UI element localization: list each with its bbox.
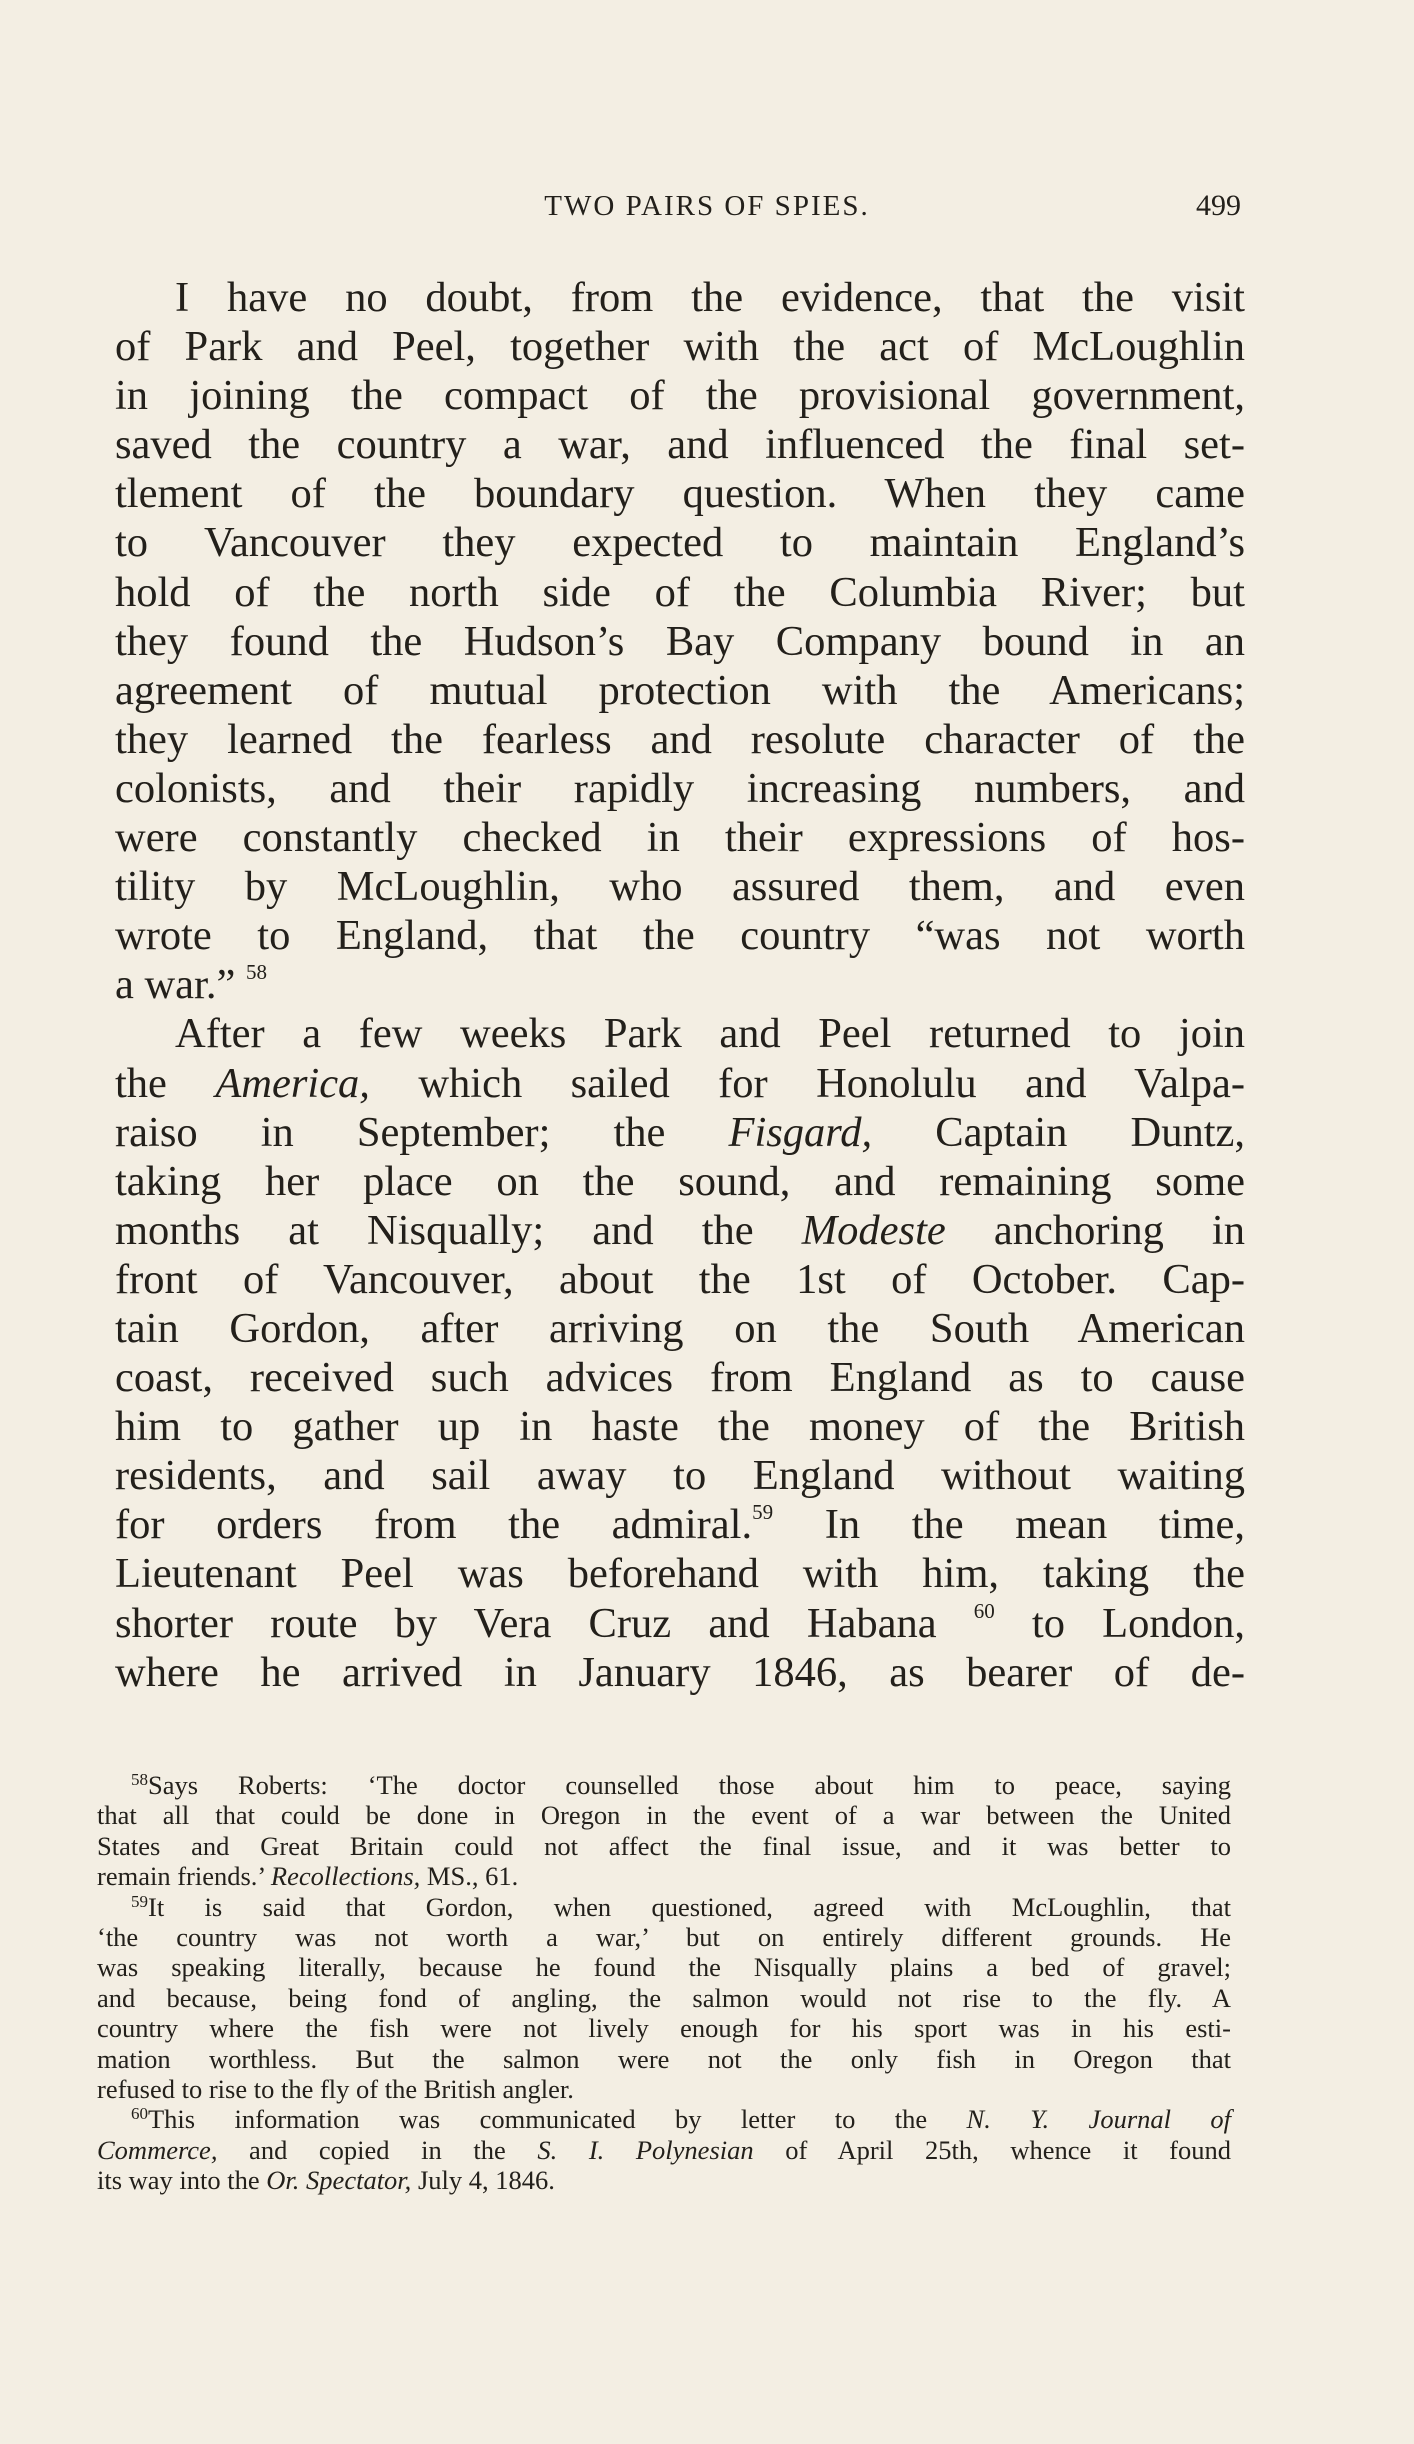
text-line [115,1206,1245,1255]
footnote-line [97,1892,1231,1922]
text-fragment: anchoring in [945,1206,1245,1254]
ship-name: Fisgard, [728,1108,873,1156]
text-fragment: MS., 61. [420,1861,519,1892]
text-line: wrote to England, that the country “was not worth [115,912,1245,960]
footnote-59 [97,1892,1231,2105]
work-title: Commerce, [97,2134,218,2165]
footnote-line: that all that could be done in Oregon in the event of a war between the United [97,1800,1231,1831]
footnote-60 [97,2104,1231,2195]
text-fragment: months at Nisqually; and the [115,1206,802,1254]
page-number: 499 [1196,189,1241,222]
footnote-line: was speaking literally, because he found the Nisqually plains a bed of gravel; [97,1952,1231,1983]
work-title: Recollections, [270,1861,421,1892]
text-line: hold of the north side of the Columbia River; but [115,568,1245,616]
text-fragment: It is said that Gordon, when questioned, agreed with McLoughlin, that [148,1891,1231,1922]
text-line [115,1108,1245,1157]
text-fragment: raiso in September; the [115,1108,729,1156]
text-fragment: Captain Duntz, [872,1108,1245,1156]
text-line: they found the Hudson’s Bay Company bound in an [115,617,1245,665]
footnote-line [97,2135,1231,2165]
text-line: front of Vancouver, about the 1st of October. Cap- [115,1255,1245,1303]
text-fragment: and copied in the [217,2134,538,2165]
text-line: of Park and Peel, together with the act of McLoughlin [115,323,1245,371]
text-line: tain Gordon, after arriving on the South American [115,1304,1245,1352]
footnote-ref-58: 58 [245,960,267,985]
text-fragment: to London, [994,1599,1245,1647]
text-fragment: the [115,1059,216,1107]
text-line: in joining the compact of the provisional government, [115,372,1245,420]
text-fragment: which sailed for Honolulu and Valpa- [369,1059,1245,1107]
work-title: Or. Spectator, [266,2165,412,2196]
text-line: residents, and sail away to England without waiting [115,1452,1245,1500]
footnote-line: country where the fish were not lively enough for his sport was in his esti- [97,2013,1231,2044]
work-title: N. Y. Journal of [966,2104,1232,2135]
text-fragment: its way into the [97,2165,267,2196]
footnote-line: and because, being fond of angling, the salmon would not rise to the fly. A [97,1982,1231,2013]
text-fragment: In the mean time, [773,1501,1245,1549]
text-fragment: shorter route by Vera Cruz and Habana [115,1599,974,1647]
text-line: him to gather up in haste the money of the British [115,1403,1245,1451]
footnote-line: ‘the country was not worth a war,’ but on entirely different grounds. He [97,1921,1231,1952]
ship-name: Modeste [801,1206,946,1254]
text-fragment: for orders from the admiral. [115,1501,753,1549]
text-line: agreement of mutual protection with the Americans; [115,666,1245,714]
footnote-line [97,1861,1231,1891]
text-fragment: This information was communicated by letter to the [148,2104,967,2135]
text-fragment: Says Roberts: ‘The doctor counselled those about him to peace, saying [148,1770,1231,1800]
text-fragment: remain friends.’ [97,1861,271,1892]
footnote-line: refused to rise to the fly of the British angler. [97,2073,574,2104]
footnote-number: 58 [131,1770,148,1789]
text-line: to Vancouver they expected to maintain England’s [115,519,1245,567]
running-title: TWO PAIRS OF SPIES. [544,190,870,222]
footnote-line [97,2165,1231,2195]
text-line: where he arrived in January 1846, as bearer of de- [115,1648,1245,1696]
body-text [115,273,1245,1697]
text-line: I have no doubt, from the evidence, that the visit [175,274,1245,321]
text-fragment: of April 25th, whence it found [753,2134,1231,2165]
footnotes [97,1770,1231,2195]
text-line: Lieutenant Peel was beforehand with him, taking the [115,1550,1245,1598]
ship-name: America, [215,1059,370,1107]
footnote-line [97,2104,1231,2134]
text-line: coast, received such advices from England as to cause [115,1354,1245,1402]
text-line: taking her place on the sound, and remaining some [115,1157,1245,1205]
footnote-number: 60 [131,2104,148,2124]
text-line: were constantly checked in their expressions of hos- [115,814,1245,862]
work-title: S. I. Polynesian [537,2134,754,2165]
text-line: tility by McLoughlin, who assured them, and even [115,863,1245,911]
text-line: saved the country a war, and influenced the final set- [115,421,1245,469]
paragraph-2 [115,1009,1245,1696]
text-line: they learned the fearless and resolute character of the [115,715,1245,763]
footnote-line [97,1770,1231,1800]
text-line: After a few weeks Park and Peel returned to join [175,1010,1245,1058]
text-fragment: a war.” [115,961,236,1009]
text-line: tlement of the boundary question. When they came [115,470,1245,518]
footnote-number: 59 [131,1891,148,1911]
footnote-ref-60: 60 [973,1598,995,1623]
text-line [115,1599,1245,1648]
running-head [0,186,1414,226]
footnote-line: States and Great Britain could not affect the final issue, and it was better to [97,1830,1231,1861]
text-line [115,1059,1245,1108]
footnote-line: mation worthless. But the salmon were not the only fish in Oregon that [97,2043,1231,2074]
text-fragment: July 4, 1846. [411,2165,555,2196]
text-line [115,1500,1245,1549]
text-line: colonists, and their rapidly increasing numbers, and [115,764,1245,812]
text-line [115,960,1245,1009]
paragraph-1 [115,273,1245,1009]
footnote-58 [97,1770,1231,1892]
footnote-ref-59: 59 [752,1500,774,1525]
